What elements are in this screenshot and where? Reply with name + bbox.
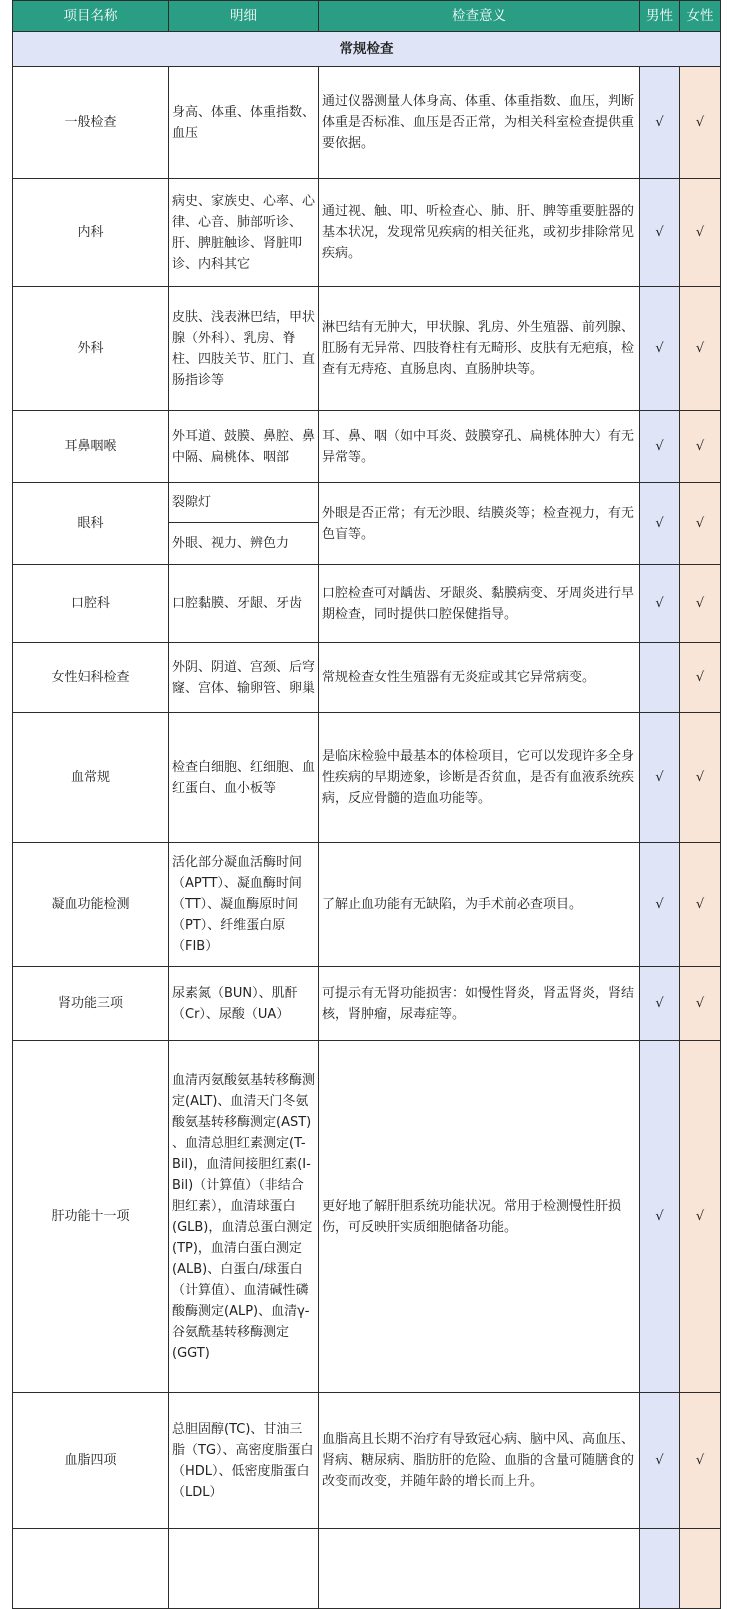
row-meaning: 血脂高且长期不治疗有导致冠心病、脑中风、高血压、肾病、糖尿病、脂肪肝的危险、血脂的含量可随膳食的改变而改变，并随年龄的增长而上升。 [319, 1393, 640, 1529]
row-name: 口腔科 [13, 565, 169, 643]
row-name-empty [13, 1529, 169, 1609]
row-detail: 血清丙氨酸氨基转移酶测定(ALT)、血清天门冬氨酸氨基转移酶测定(AST) 、血清总胆红素测定(T-Bil)，血清间接胆红素(I-Bil)（计算值）（非结合胆红素），血清球蛋白(GLB)，血清总蛋白测定(TP)，血清白蛋白测定(ALB)、白蛋白/球蛋白（计算值）、血清碱性磷酸酶测定(ALP)、血清γ-谷氨酰基转移酶测定(GGT) [169, 1041, 319, 1393]
row-meaning: 更好地了解肝胆系统功能状况。常用于检测慢性肝损伤，可反映肝实质细胞储备功能。 [319, 1041, 640, 1393]
female-check: √ [680, 967, 721, 1041]
header-female: 女性 [680, 1, 721, 32]
row-name: 耳鼻咽喉 [13, 411, 169, 483]
female-check: √ [680, 643, 721, 713]
row-name: 肾功能三项 [13, 967, 169, 1041]
checkup-table [12, 0, 721, 1609]
row-meaning: 常规检查女性生殖器有无炎症或其它异常病变。 [319, 643, 640, 713]
row-detail: 外阴、阴道、宫颈、后穹窿、宫体、输卵管、卵巢 [169, 643, 319, 713]
row-detail: 身高、体重、体重指数、血压 [169, 67, 319, 179]
table-row [13, 287, 721, 411]
table-row [13, 179, 721, 287]
male-check [640, 643, 680, 713]
row-meaning: 耳、鼻、咽（如中耳炎、鼓膜穿孔、扁桃体肿大）有无异常等。 [319, 411, 640, 483]
row-name: 眼科 [13, 483, 169, 565]
female-check: √ [680, 1041, 721, 1393]
table-row [13, 411, 721, 483]
row-name: 女性妇科检查 [13, 643, 169, 713]
male-check: √ [640, 565, 680, 643]
female-check: √ [680, 565, 721, 643]
male-check: √ [640, 1393, 680, 1529]
female-check: √ [680, 179, 721, 287]
table-row [13, 713, 721, 843]
row-name: 内科 [13, 179, 169, 287]
row-detail: 外耳道、鼓膜、鼻腔、鼻中隔、扁桃体、咽部 [169, 411, 319, 483]
table-row [13, 565, 721, 643]
male-check: √ [640, 483, 680, 565]
row-meaning: 了解止血功能有无缺陷，为手术前必查项目。 [319, 843, 640, 967]
female-check: √ [680, 1393, 721, 1529]
table-row [13, 1041, 721, 1393]
female-check: √ [680, 287, 721, 411]
header-name: 项目名称 [13, 1, 169, 32]
header-meaning: 检查意义 [319, 1, 640, 32]
table-row [13, 1393, 721, 1529]
male-check: √ [640, 713, 680, 843]
row-detail: 总胆固醇(TC)、甘油三脂（TG）、高密度脂蛋白（HDL）、低密度脂蛋白（LDL） [169, 1393, 319, 1529]
row-meaning-empty [319, 1529, 640, 1609]
table-row [13, 67, 721, 179]
male-check: √ [640, 67, 680, 179]
male-check: √ [640, 843, 680, 967]
header-detail: 明细 [169, 1, 319, 32]
row-name: 血脂四项 [13, 1393, 169, 1529]
table-row [13, 643, 721, 713]
male-check: √ [640, 1041, 680, 1393]
table-row [13, 843, 721, 967]
header-male: 男性 [640, 1, 680, 32]
row-name: 一般检查 [13, 67, 169, 179]
row-detail: 活化部分凝血活酶时间（APTT）、凝血酶时间（TT）、凝血酶原时间（PT）、纤维蛋白原（FIB） [169, 843, 319, 967]
row-detail: 外眼、视力、辨色力 [169, 523, 319, 565]
row-detail: 裂隙灯 [169, 483, 319, 523]
row-meaning: 可提示有无肾功能损害：如慢性肾炎，肾盂肾炎，肾结核，肾肿瘤，尿毒症等。 [319, 967, 640, 1041]
male-cell-empty [640, 1529, 680, 1609]
row-detail: 口腔黏膜、牙龈、牙齿 [169, 565, 319, 643]
row-name: 血常规 [13, 713, 169, 843]
row-name: 肝功能十一项 [13, 1041, 169, 1393]
section-title: 常规检查 [13, 32, 721, 67]
row-detail: 尿素氮（BUN）、肌酐（Cr）、尿酸（UA） [169, 967, 319, 1041]
section-row [13, 32, 721, 67]
female-check: √ [680, 411, 721, 483]
female-check: √ [680, 483, 721, 565]
row-meaning: 外眼是否正常；有无沙眼、结膜炎等；检查视力，有无色盲等。 [319, 483, 640, 565]
row-meaning: 通过仪器测量人体身高、体重、体重指数、血压，判断体重是否标准、血压是否正常，为相关科室检查提供重要依据。 [319, 67, 640, 179]
male-check: √ [640, 287, 680, 411]
female-cell-empty [680, 1529, 721, 1609]
table-row [13, 967, 721, 1041]
female-check: √ [680, 843, 721, 967]
row-detail-empty [169, 1529, 319, 1609]
row-meaning: 是临床检验中最基本的体检项目，它可以发现许多全身性疾病的早期迹象，诊断是否贫血，是否有血液系统疾病，反应骨髓的造血功能等。 [319, 713, 640, 843]
female-check: √ [680, 67, 721, 179]
row-detail: 皮肤、浅表淋巴结，甲状腺（外科）、乳房、脊柱、四肢关节、肛门、直肠指诊等 [169, 287, 319, 411]
female-check: √ [680, 713, 721, 843]
row-meaning: 淋巴结有无肿大，甲状腺、乳房、外生殖器、前列腺、肛肠有无异常、四肢脊柱有无畸形、皮肤有无疤痕，检查有无痔疮、直肠息肉、直肠肿块等。 [319, 287, 640, 411]
row-meaning: 通过视、触、叩、听检查心、肺、肝、脾等重要脏器的基本状况，发现常见疾病的相关征兆，或初步排除常见疾病。 [319, 179, 640, 287]
male-check: √ [640, 967, 680, 1041]
table-row [13, 483, 721, 523]
male-check: √ [640, 411, 680, 483]
row-name: 外科 [13, 287, 169, 411]
row-detail: 检查白细胞、红细胞、血红蛋白、血小板等 [169, 713, 319, 843]
table-row-partial [13, 1529, 721, 1609]
header-row [13, 1, 721, 32]
row-detail: 病史、家族史、心率、心律、心音、肺部听诊、肝、脾脏触诊、肾脏叩诊、内科其它 [169, 179, 319, 287]
male-check: √ [640, 179, 680, 287]
row-name: 凝血功能检测 [13, 843, 169, 967]
row-meaning: 口腔检查可对龋齿、牙龈炎、黏膜病变、牙周炎进行早期检查，同时提供口腔保健指导。 [319, 565, 640, 643]
